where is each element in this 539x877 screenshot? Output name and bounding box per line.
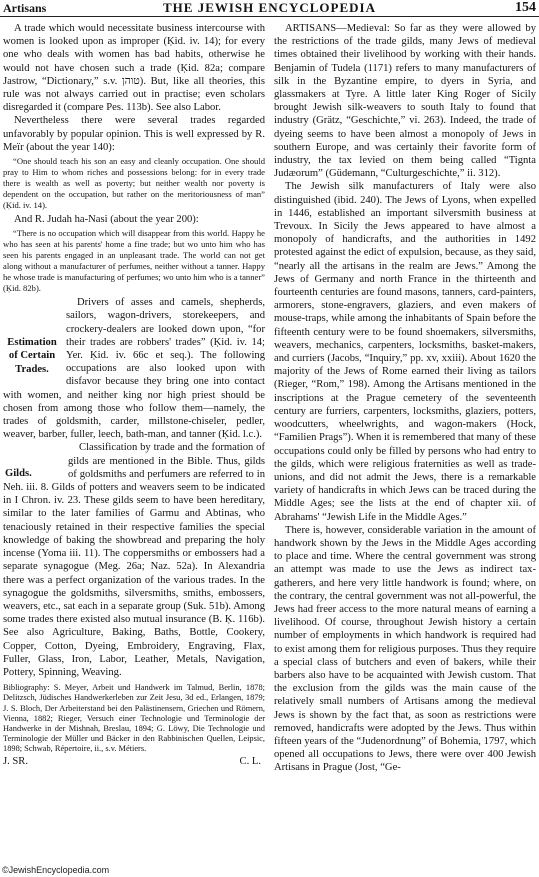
watermark-text: ©JewishEncyclopedia.com: [2, 865, 110, 875]
left-column: [3, 22, 265, 768]
signature-author: J. SR.: [3, 755, 29, 767]
quotation: “One should teach his son an easy and cleanly occupation. One should pray to Him to whom riches and possessions belong: for in every trade there is wealth as well as poverty; but neither wealth nor poverty is dependent on the occupation, but rather on the meritoriousness of man” (Ḳid. iv. 14).: [3, 156, 265, 211]
bibliography: Bibliography: S. Meyer, Arbeit und Handwerk im Talmud, Berlin, 1878; Delitzsch, Jüdisches Handwerkerleben zur Zeit Jesu, 3d ed., Erlangen, 1879; J. S. Bloch, Der Arbeiterstand bei den Palästinensern, Griechen und Römern, Vienna, 1882; Rieger, Versuch einer Technologie und Terminologie der Handwerke in der Mishnah, Breslau, 1894; G. Löwy, Die Technologie und Terminologie der Müller und Bäcker in den Rabbinischen Quellen, Leipsic, 1898; Schwab, Répertoire, ii., s.v. Métiers.: [3, 683, 265, 754]
side-heading-estimation: Estimation of Certain Trades.: [7, 337, 57, 375]
paragraph: Drivers of asses and camels, shepherds, sailors, wagon-drivers, storekeepers, and crockery-dealers are looked down upon, “for their trades are robbers' trades” (Ḳid. iv. 14; Yer. Ḳid. iv. 66c et seq.). The following occupations are also looked upon with disfavor because they bring one into contact with women, and neither king nor high priest should be chosen from among those who follow them—namely, the trades of goldsmith, carder, millstone-chiseler, pedler, weaver, barber, fuller, leech, bath-man, and tanner (Ḳid. l.c.).: [3, 297, 265, 441]
signature-line: [3, 755, 265, 768]
paragraph: Classification by trade and the formation of gilds are mentioned in the Bible. Thus, gilds of goldsmiths and perfumers are referred to in Neh. iii. 8. Gilds of potters and weavers seem to be indicated in I Chron. iv. 23. These gilds seem to have been hereditary, similar to the later families of Garmu and Abtinas, who tenaciously retained in their respective families the special knowledge of baking the showbread and preparing the holy incense (Yoma iii. 11). The coppersmiths or embossers had a separate synagogue (Meg. 26a; Naz. 52a). In Alexandria there was a perfect organization of the various trades. In the synagogue the goldsmiths, silversmiths, smiths, embossers, weavers, etc., sat each in a separate group (Suk. 51b). Among some trades there existed also mutual insurance (B. Ḳ. 116b). See also Agriculture, Baking, Baths, Bottle, Cookery, Copper, Cotton, Dyeing, Embroidery, Engraving, Flax, Fuller, Glass, Iron, Labor, Leather, Metals, Navigation, Pottery, Spinning, Weaving.: [3, 442, 265, 678]
side-heading-gilds: Gilds.: [5, 468, 32, 480]
running-header: [0, 0, 539, 17]
paragraph: A trade which would necessitate business intercourse with women is looked upon as improper (Ḳid. iv. 14); for every one who deals with women has bad habits, otherwise he would not have chosen such a trade (Ḳid. 82a; compare Jastrow, “Dictionary,” s.v. טוהן). But, like all theories, this rule was not always carried out in practise; even scholars disregarded it (compare Pes. 113b). See also Labor.: [3, 23, 265, 114]
signature-author: C. L.: [239, 755, 261, 767]
header-section: Artisans: [3, 1, 47, 15]
header-rule: [0, 16, 539, 17]
paragraph: The Jewish silk manufacturers of Italy were also distinguished (ibid. 240). The Jews of Lyons, when expelled in 1446, established an important silversmith business at Trevoux. In Sicily the Jews appeared to have almost a monopoly of handicrafts, and the authorities in 1492 protested against the edict of expulsion, because, as they said, “nearly all the artisans in the realm are Jews.” Among the Jews of Germany and north France in the thirteenth and fourteenth centuries are found masons, tanners, card-painters, armorers, stone-engravers, glaziers, and even makers of mouse-traps, while among the inhabitants of Spain before the fifteenth century were to be found shoemakers, silversmiths, weavers, mechanics, carpenters, locksmiths, basket-makers, and curriers (Jacobs, “Inquiry,” pp. xv, xxiii). About 1620 the majority of the Jews of Rome earned their living as tailors (Rieger, “Rom,” 198). Among the Artisans mentioned in the inscriptions at the Prague cemetery of the seventeenth century are furriers, carpenters, locksmiths, glaziers, potters, woodcutters, wheelwrights, and wagon-makers (Hock, “Familien Prags”). When it is remembered that many of these occupations could only be filled by persons who had entry to the gilds, which were religious fraternities as well as trade-unions, and did not admit the Jews, there is a remarkable variety of handicrafts in which Jews can be traced during the Middle Ages; see the lists at the end of chapter xii. of Abrahams' “Jewish Life in the Middle Ages.”: [274, 181, 536, 523]
page-number: 154: [515, 0, 536, 15]
right-column: [274, 22, 536, 775]
header-title: THE JEWISH ENCYCLOPEDIA: [163, 0, 376, 15]
paragraph: ARTISANS—Medieval: So far as they were allowed by the restrictions of the trade gilds, many Jews of medieval times obtained their livelihood by working with their hands. Benjamin of Tudela (1171) refers to many manufacturers of silk in the Byzantine empire, to dyers in Syria, and glassmakers at Tyre. A little later King Roger of Sicily brought Jewish silk-weavers to south Italy to found that industry (Grätz, “Geschichte,” vi. 263). Indeed, the trade of dyeing seems to have been almost a monopoly of Jews in southern Europe, and was certainly their favorite form of industry, the tax levied on them being called “Tignta Judæorum” (Güdemann, “Culturgeschichte,” ii. 312).: [274, 23, 536, 180]
paragraph: And R. Judah ha-Nasi (about the year 200):: [14, 214, 199, 226]
paragraph: Nevertheless there were several trades regarded unfavorably by popular opinion. This is well expressed by R. Meïr (about the year 140):: [3, 115, 265, 153]
quotation: “There is no occupation which will disappear from this world. Happy he who has seen at his parents' home a fine trade; but wo unto him who has seen his parents engaged in an unpleasant trade. The world can not get along without a manufacturer of perfumes, neither without a tanner. Happy he whose trade is manufacturing of perfumes; wo unto him who is a tanner” (Ḳid. 82b).: [3, 228, 265, 294]
paragraph: There is, however, considerable variation in the amount of handwork shown by the Jews in the Middle Ages according to place and time. Where the central government was strong an attempt was made to use the Jews as indirect tax-gatherers, and here very little handwork is found; where, on the contrary, the central government was not all-powerful, the Jews had freer access to the more natural means of earning a livelihood. Of course, throughout Jewish history a certain number of employments in which handwork is required had to exist among them for religious purposes. Thus they require a special class of butchers and even of bakers, while their barbers also have to be acquainted with Jewish custom. That the exclusion from the gilds was the main cause of the relatively small numbers of Artisans among the medieval Jews is shown by the fact that, as soon as restrictions were removed, handicrafts were adopted by the Jews. Thus within fifteen years of the “Judenordnung” of Bohemia, 1797, which opened all occupations to Jews, there were over 400 Jewish Artisans in Prague (Jost, “Ge-: [274, 524, 536, 774]
